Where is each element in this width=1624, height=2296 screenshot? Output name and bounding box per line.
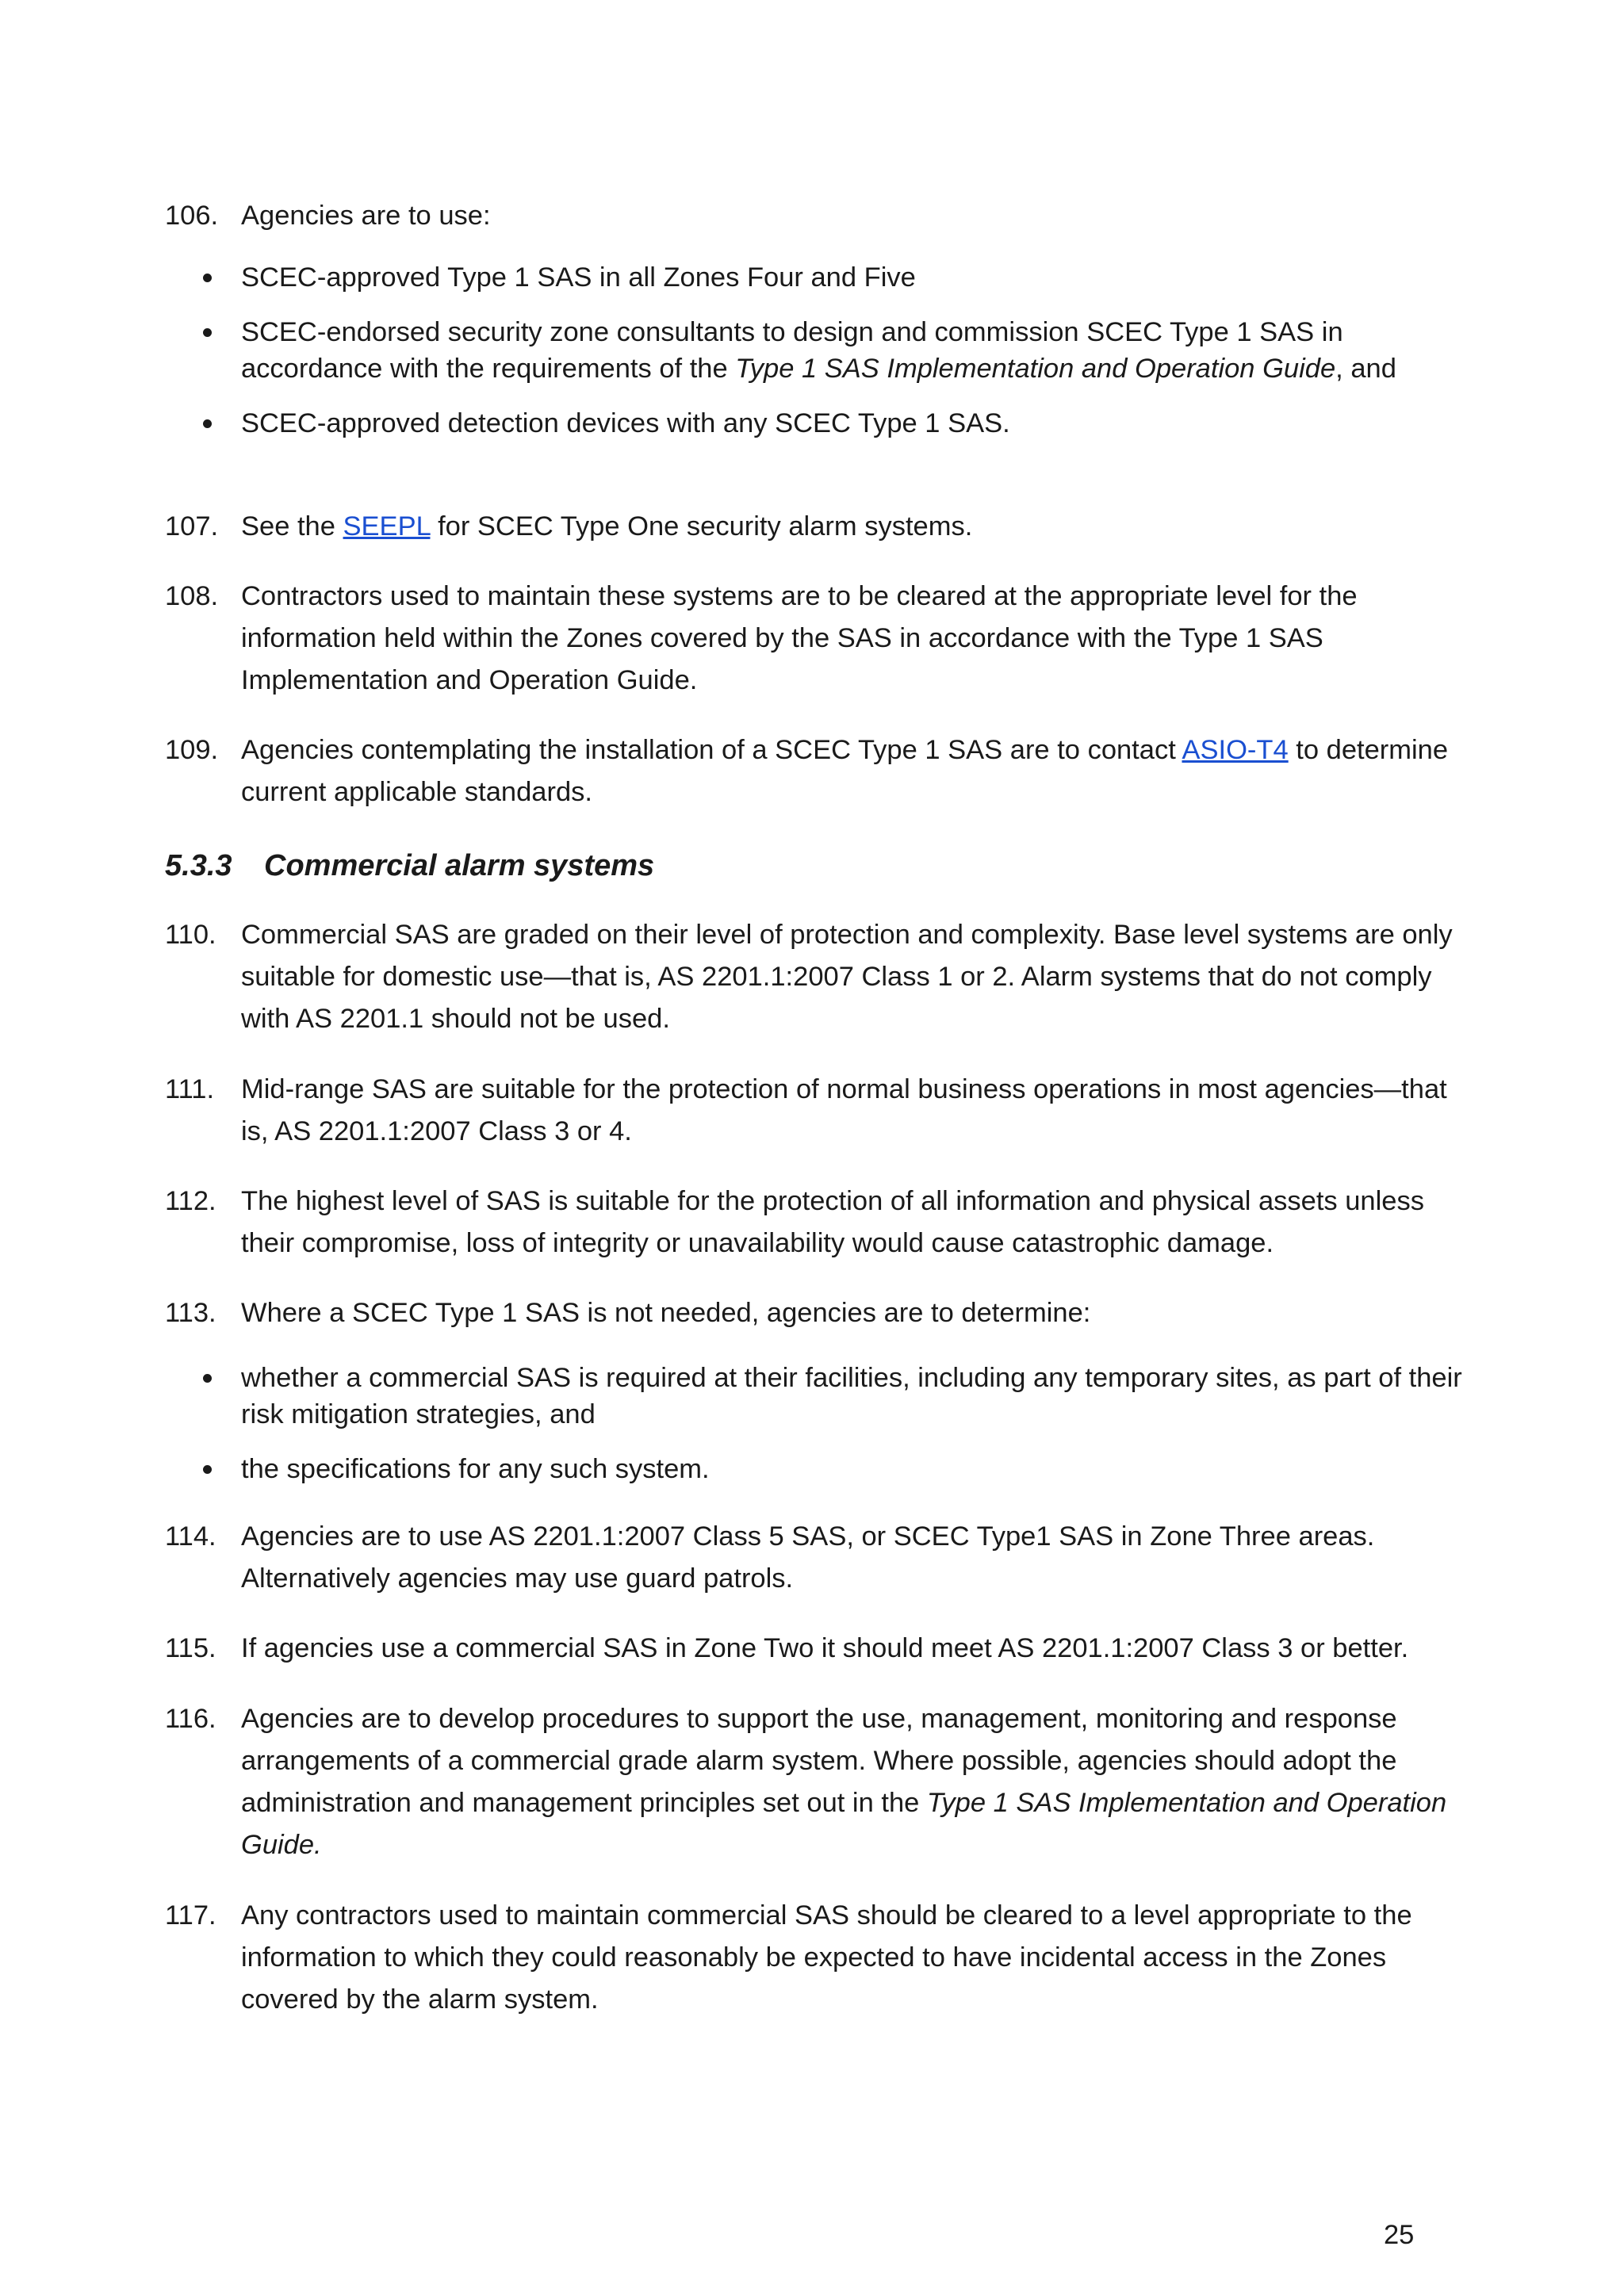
bullet-icon [203, 1374, 212, 1383]
paragraph-text: Agencies are to use AS 2201.1:2007 Class 5 SAS, or SCEC Type1 SAS in Zone Three areas. Alternatively agencies may use guard patrols. [241, 1521, 1375, 1594]
paragraph-text-part: Agencies are to develop procedures to support the use, management, monitoring and response arrangements of a commercial grade alarm system. Where possible, agencies should adopt the administration and management principles set out in the [241, 1704, 1397, 1818]
bullet-icon [203, 419, 212, 428]
list-item [241, 259, 1462, 296]
paragraph-number: 106. [165, 201, 219, 231]
section-heading [165, 847, 654, 885]
paragraph-text: Any contractors used to maintain commercial SAS should be cleared to a level appropriate to the information to which they could reasonably be expected to have incidental access in the Zones covered by the alarm system. [241, 1900, 1412, 2015]
bullet-icon [203, 1465, 212, 1474]
list-item-text: whether a commercial SAS is required at their facilities, including any temporary sites, as part of their risk mitigation strategies, and [241, 1363, 1462, 1429]
paragraph-text: Where a SCEC Type 1 SAS is not needed, agencies are to determine: [241, 1298, 1091, 1328]
paragraph-text: Contractors used to maintain these systems are to be cleared at the appropriate level for the information held within the Zones covered by the SAS in accordance with the Type 1 SAS Implementation and Operation Guide. [241, 581, 1358, 695]
asio-t4-link[interactable]: ASIO-T4 [1182, 735, 1289, 765]
paragraph-113 [165, 1292, 1465, 1334]
bullet-icon [203, 328, 212, 337]
paragraph-number: 117. [165, 1900, 216, 1931]
paragraph-number: 116. [165, 1704, 216, 1734]
paragraph-text: Agencies are to use: [241, 201, 491, 231]
list-item [241, 405, 1462, 442]
paragraph-text-part: Agencies contemplating the installation of a SCEC Type 1 SAS are to contact [241, 735, 1182, 765]
bullet-list-106 [241, 259, 1462, 442]
paragraph-110 [165, 914, 1465, 1040]
paragraph-108 [165, 576, 1465, 702]
section-number: 5.3.3 [165, 849, 232, 882]
paragraph-number: 108. [165, 581, 219, 611]
paragraph-116 [165, 1698, 1465, 1866]
paragraph-number: 114. [165, 1521, 216, 1552]
paragraph-112 [165, 1181, 1465, 1265]
paragraph-111 [165, 1069, 1465, 1153]
paragraph-text [241, 506, 1465, 548]
guide-title-italic: Type 1 SAS Implementation and Operation Guide. [241, 1788, 1447, 1860]
paragraph-number: 107. [165, 511, 219, 541]
paragraph-109 [165, 729, 1465, 813]
guide-title-italic: Type 1 SAS Implementation and Operation Guide [735, 354, 1336, 384]
paragraph-106 [165, 195, 1465, 237]
paragraph-text-part: See the [241, 511, 343, 541]
paragraph-text-part: for SCEC Type One security alarm systems. [430, 511, 973, 541]
paragraph-number: 115. [165, 1633, 216, 1663]
list-item-text [241, 317, 1396, 384]
seepl-link[interactable]: SEEPL [343, 511, 431, 541]
paragraph-text: The highest level of SAS is suitable for the protection of all information and physical assets unless their compromise, loss of integrity or unavailability would cause catastrophic damage. [241, 1186, 1424, 1258]
bullet-icon [203, 274, 212, 282]
list-item [241, 314, 1462, 387]
list-item [241, 1451, 1462, 1487]
paragraph-text: Commercial SAS are graded on their level of protection and complexity. Base level systems are only suitable for domestic use—that is, AS 2201.1:2007 Class 1 or 2. Alarm systems that do not comply with AS 2201.1 should not be used. [241, 920, 1453, 1034]
paragraph-114 [165, 1516, 1465, 1600]
paragraph-115 [165, 1628, 1465, 1670]
paragraph-number: 110. [165, 920, 216, 950]
page-number: 25 [1384, 2220, 1415, 2250]
paragraph-117 [165, 1895, 1465, 2021]
paragraph-text [241, 729, 1465, 813]
paragraph-text-part: to determine current applicable standards. [241, 735, 1449, 807]
paragraph-text: If agencies use a commercial SAS in Zone Two it should meet AS 2201.1:2007 Class 3 or better. [241, 1633, 1409, 1663]
paragraph-number: 109. [165, 735, 219, 765]
list-item-text-part: SCEC-endorsed security zone consultants to design and commission SCEC Type 1 SAS in accordance with the requirements of the [241, 317, 1343, 384]
section-title: Commercial alarm systems [264, 849, 655, 882]
paragraph-107 [165, 506, 1465, 548]
paragraph-number: 111. [165, 1074, 215, 1104]
bullet-list-113 [241, 1360, 1462, 1487]
list-item-text: SCEC-approved detection devices with any SCEC Type 1 SAS. [241, 408, 1010, 438]
list-item-text: the specifications for any such system. [241, 1454, 710, 1484]
list-item-text: SCEC-approved Type 1 SAS in all Zones Four and Five [241, 262, 916, 293]
list-item [241, 1360, 1462, 1433]
paragraph-number: 113. [165, 1298, 216, 1328]
paragraph-number: 112. [165, 1186, 216, 1216]
paragraph-text: Mid-range SAS are suitable for the protection of normal business operations in most agencies—that is, AS 2201.1:2007 Class 3 or 4. [241, 1074, 1447, 1146]
list-item-text-part: , and [1335, 354, 1396, 384]
paragraph-text [241, 1698, 1465, 1866]
